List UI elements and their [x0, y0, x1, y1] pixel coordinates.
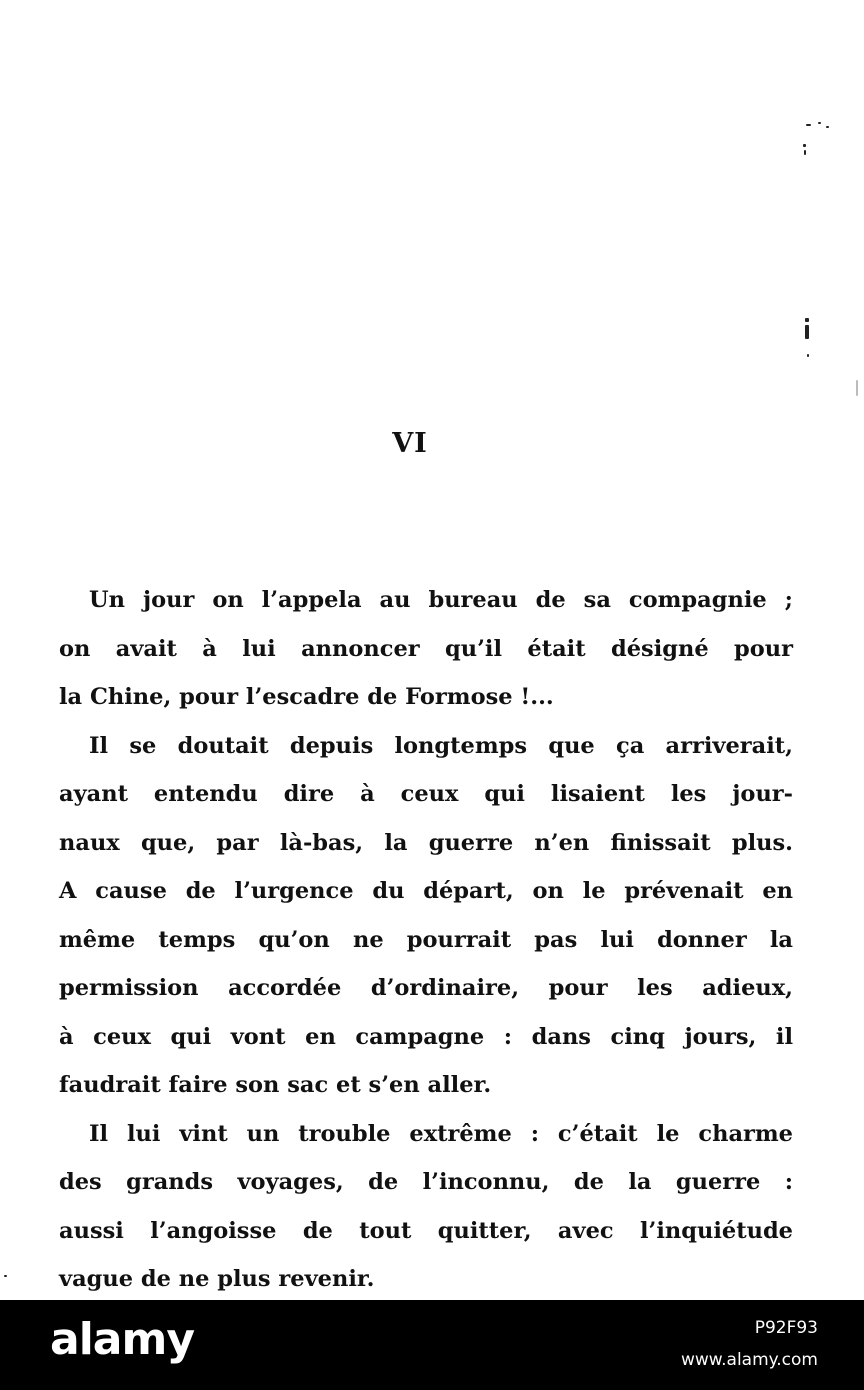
text-line: Il lui vint un trouble extrême : c’était le charme — [89, 1120, 793, 1147]
chapter-heading: VI — [392, 428, 428, 459]
text-line: Un jour on l’appela au bureau de sa compagnie ; — [89, 587, 793, 613]
chapter-text — [59, 576, 793, 1300]
text-line: aussi l’angoisse de tout quitter, avec l’inquiétude — [59, 1217, 793, 1244]
text-line: faudrait faire son sac et s’en aller. — [59, 1072, 492, 1098]
watermark-banner — [0, 1300, 864, 1390]
text-line: à ceux qui vont en campagne : dans cinq jours, il — [59, 1023, 793, 1050]
text-line: permission accordée d’ordinaire, pour les adieux, — [59, 975, 793, 1001]
brand-logo: alamy — [50, 1314, 194, 1365]
website-url: www.alamy.com — [680, 1350, 818, 1370]
text-line: on avait à lui annoncer qu’il était désigné pour — [59, 635, 793, 662]
text-line: la Chine, pour l’escadre de Formose !... — [59, 684, 554, 710]
text-line: des grands voyages, de l’inconnu, de la guerre : — [59, 1169, 793, 1195]
text-line: même temps qu’on ne pourrait pas lui donner la — [59, 926, 793, 953]
text-line: Il se doutait depuis longtemps que ça arriverait, — [89, 732, 793, 759]
text-line: vague de ne plus revenir. — [59, 1266, 375, 1292]
image-id: P92F93 — [754, 1318, 818, 1338]
text-line: A cause de l’urgence du départ, on le prévenait en — [59, 878, 793, 904]
text-line: ayant entendu dire à ceux qui lisaient les jour- — [59, 781, 793, 807]
text-line: naux que, par là-bas, la guerre n’en finissait plus. — [59, 829, 793, 856]
